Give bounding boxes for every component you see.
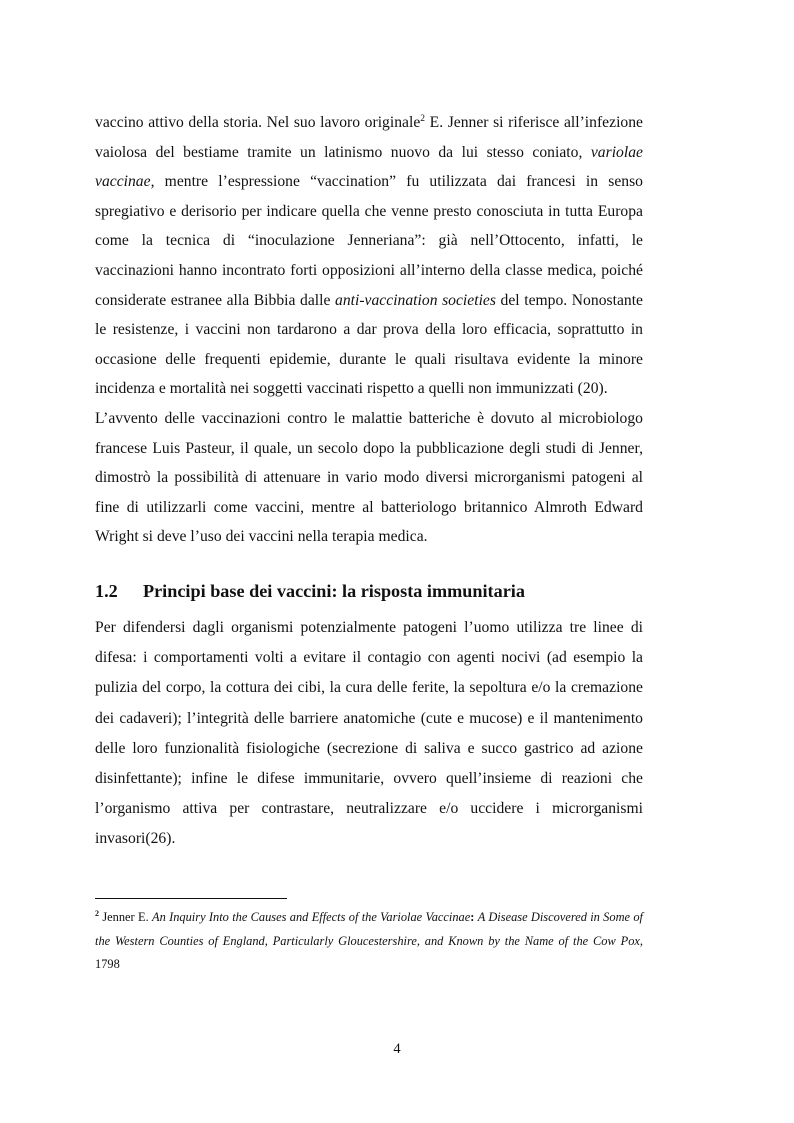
footnote-separator: : [470,910,478,924]
page-number: 4 [393,1041,401,1057]
footnote-reference[interactable]: 2 [420,114,426,124]
section-heading [95,577,643,605]
footnote-year: , 1798 [95,933,643,971]
footnote-title: An Inquiry Into the Causes and Effects of the Variolae Vaccinae [152,910,471,924]
italic-term: variolae vaccinae, [95,143,643,191]
paragraph-history [95,108,643,404]
paragraph-pasteur: L’avvento delle vaccinazioni contro le malattie batteriche è dovuto al microbiologo francese Luis Pasteur, il quale, un secolo dopo la pubblicazione degli studi di Jenner, dimostrò la possibilità di attenuare in vario modo diversi microrganismi patogeni al fine di utilizzarli come vaccini, mentre al batteriologo britannico Almroth Edward Wright si deve l’uso dei vaccini nella terapia medica. [95,409,643,546]
footnote-marker: 2 [95,909,99,918]
page-body [95,108,643,855]
footnote-author: Jenner E. [99,910,152,924]
section-title: Principi base dei vaccini: la risposta immunitaria [143,580,525,601]
italic-term: anti-vaccination societies [335,291,496,309]
footnote [95,906,643,977]
footnote-divider [95,898,287,899]
paragraph-text: mentre l’espressione “vaccination” fu utilizzata dai francesi in senso spregiativo e derisorio per indicare quella che venne presto conosciuta in tutta Europa come la tecnica di “inoculazione Jenneriana”: già nell’Ottocento, infatti, le vaccinazioni hanno incontrato forti opposizioni all’interno della classe medica, poiché considerate estranee alla Bibbia dalle [95,173,643,309]
section-number: 1.2 [95,580,118,601]
paragraph-text: vaccino attivo della storia. Nel suo lavoro originale [95,114,421,131]
paragraph-text: E. Jenner si riferisce all’infezione vaiolosa del bestiame tramite un latinismo nuovo da lui stesso coniato, [95,114,643,161]
paragraph-defenses: Per difendersi dagli organismi potenzialmente patogeni l’uomo utilizza tre linee di difesa: i comportamenti volti a evitare il contagio con agenti nocivi (ad esempio la pulizia del corpo, la cottura dei cibi, la cura delle ferite, la sepoltura e/o la cremazione dei cadaveri); l’integrità delle barriere anatomiche (cute e mucose) e il mantenimento delle loro funzionalità fisiologiche (secrezione di saliva e succo gastrico ad azione disinfettante); infine le difese immunitarie, ovvero quell’insieme di reazioni che l’organismo attiva per contrastare, neutralizzare e/o uccidere i microrganismi invasori(26). [95,618,643,848]
paragraph-text: del tempo. Nonostante le resistenze, i vaccini non tardarono a dar prova della loro efficacia, soprattutto in occasione delle frequenti epidemie, durante le quali risultava evidente la minore incidenza e mortalità nei soggetti vaccinati rispetto a quelli non immunizzati (20). [95,291,644,398]
footnote-subtitle: A Disease Discovered in Some of the Western Counties of England, Particularly Gloucestershire, and Known by the Name of the Cow Pox [95,910,643,948]
